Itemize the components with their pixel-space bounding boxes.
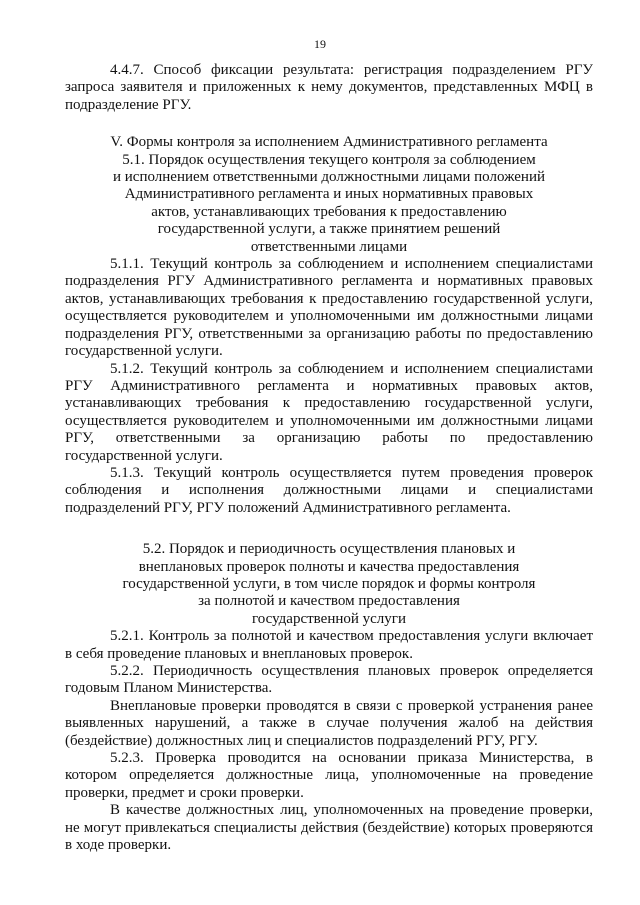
- paragraph-unplanned-checks: Внеплановые проверки проводятся в связи с проверкой устранения ранее выявленных нарушений, а также в случае получения жалоб на действия (бездействие) должностных лиц и специалистов подразделений РГУ, РГУ.: [65, 697, 593, 749]
- heading-line: государственной услуги, в том числе порядок и формы контроля: [122, 575, 536, 592]
- heading-line: ответственными лицами: [250, 238, 408, 255]
- paragraph-4-4-7: 4.4.7. Способ фиксации результата: регистрация подразделением РГУ запроса заявителя и приложенных к нему документов, представленных МФЦ в подразделение РГУ.: [65, 62, 593, 113]
- heading-line: внеплановых проверок полноты и качества предоставления: [138, 558, 520, 575]
- paragraph-5-2-2: 5.2.2. Периодичность осуществления плановых проверок определяется годовым Планом Министерства.: [65, 663, 593, 697]
- paragraph-5-2-3: 5.2.3. Проверка проводится на основании приказа Министерства, в котором определяется должностные лица, уполномоченные на проведение проверки, предмет и сроки проверки.: [65, 750, 593, 801]
- heading-line: 5.2. Порядок и периодичность осуществления плановых и: [142, 541, 516, 558]
- heading-line: V. Формы контроля за исполнением Административного регламента: [110, 134, 548, 151]
- heading-line: актов, устанавливающих требования к предоставлению: [151, 203, 507, 220]
- page-number: 19: [314, 37, 326, 51]
- section-5-2-heading: [65, 541, 593, 628]
- heading-line: государственной услуги, а также принятием решений: [157, 221, 501, 238]
- paragraph-5-1-3: 5.1.3. Текущий контроль осуществляется путем проведения проверок соблюдения и исполнения должностными лицами и специалистами подразделений РГУ, РГУ положений Административного регламента.: [65, 464, 593, 516]
- heading-line: и исполнением ответственными должностными лицами положений: [112, 169, 546, 186]
- paragraph-5-1-1: 5.1.1. Текущий контроль за соблюдением и исполнением специалистами подразделения РГУ Административного регламента и нормативных правовых актов, устанавливающих требования к предоставлению государственной услуги, осуществляется руководителем и уполномоченными им должностными лицами подразделения РГУ, ответственными за организацию работы по предоставлению государственной услуги.: [65, 256, 593, 360]
- document-body: [65, 62, 593, 854]
- heading-line: за полнотой и качеством предоставления: [198, 593, 460, 610]
- section-5-heading: [65, 134, 593, 256]
- paragraph-officials: В качестве должностных лиц, уполномоченных на проведение проверки, не могут привлекаться специалисты действия (бездействие) которых проверяются в ходе проверки.: [65, 802, 593, 854]
- paragraph-5-1-2: 5.1.2. Текущий контроль за соблюдением и исполнением специалистами РГУ Административного регламента и нормативных правовых актов, устанавливающих требования к предоставлению государственной услуги, осуществляется руководителем и уполномоченными им должностными лицами РГУ, ответственными за организацию работы по предоставлению государственной услуги.: [65, 360, 593, 464]
- heading-line: 5.1. Порядок осуществления текущего контроля за соблюдением: [122, 151, 536, 168]
- heading-line: Административного регламента и иных нормативных правовых: [124, 186, 534, 203]
- paragraph-5-2-1: 5.2.1. Контроль за полнотой и качеством предоставления услуги включает в себя проведение плановых и внеплановых проверок.: [65, 628, 593, 662]
- heading-line: государственной услуги: [252, 610, 406, 627]
